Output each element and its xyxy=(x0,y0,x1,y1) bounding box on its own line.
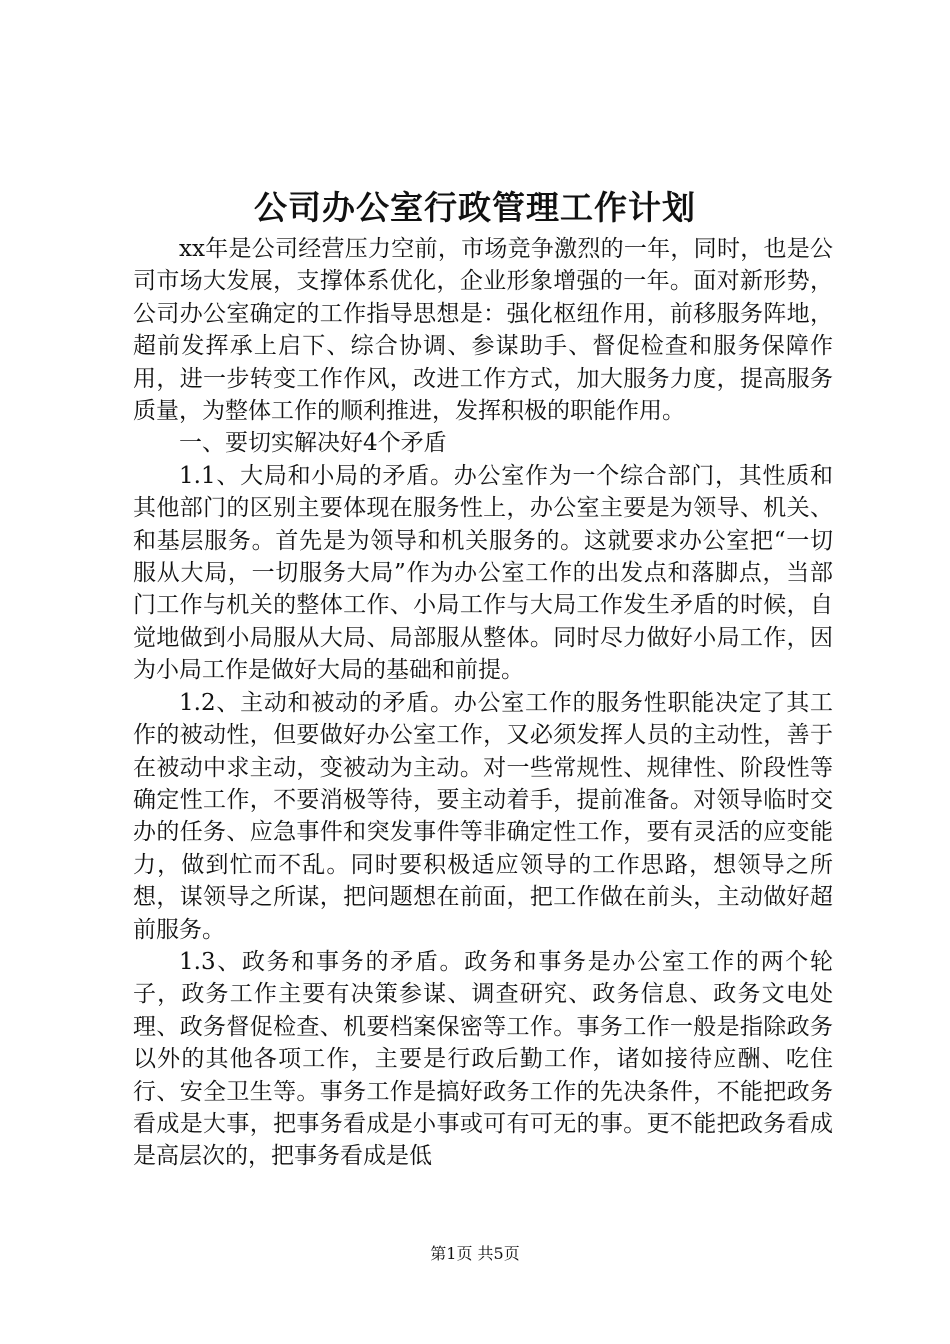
paragraph-intro: xx年是公司经营压力空前，市场竞争激烈的一年，同时，也是公司市场大发展，支撑体系优化，企业形象增强的一年。面对新形势，公司办公室确定的工作指导思想是：强化枢纽作用，前移服务阵地，超前发挥承上启下、综合协调、参谋助手、督促检查和服务保障作用，进一步转变工作作风，改进工作方式，加大服务力度，提高服务质量，为整体工作的顺利推进，发挥积极的职能作用。 xyxy=(133,236,833,425)
document-title: 公司办公室行政管理工作计划 xyxy=(254,188,696,227)
paragraph-1-1: 1.1、大局和小局的矛盾。办公室作为一个综合部门，其性质和其他部门的区别主要体现在服务性上，办公室主要是为领导、机关、和基层服务。首先是为领导和机关服务的。这就要求办公室把“一切服从大局，一切服务大局”作为办公室工作的出发点和落脚点，当部门工作与机关的整体工作、小局工作与大局工作发生矛盾的时候，自觉地做到小局服从大局、局部服从整体。同时尽力做好小局工作，因为小局工作是做好大局的基础和前提。 xyxy=(133,462,833,684)
paragraph-1-3: 1.3、政务和事务的矛盾。政务和事务是办公室工作的两个轮子，政务工作主要有决策参谋、调查研究、政务信息、政务文电处理、政务督促检查、机要档案保密等工作。事务工作一般是指除政务以外的其他各项工作，主要是行政后勤工作，诸如接待应酬、吃住行、安全卫生等。事务工作是搞好政务工作的先决条件，不能把政务看成是大事，把事务看成是小事或可有可无的事。更不能把政务看成是高层次的，把事务看成是低 xyxy=(133,948,833,1170)
document-body xyxy=(133,233,833,1173)
section-heading-1: 一、要切实解决好4个矛盾 xyxy=(179,430,447,457)
page-indicator: 第1页 共5页 xyxy=(430,1244,520,1263)
paragraph-1-2: 1.2、主动和被动的矛盾。办公室工作的服务性职能决定了其工作的被动性，但要做好办公室工作，又必须发挥人员的主动性，善于在被动中求主动，变被动为主动。对一些常规性、规律性、阶段性等确定性工作，不要消极等待，要主动着手，提前准备。对领导临时交办的任务、应急事件和突发事件等非确定性工作，要有灵活的应变能力，做到忙而不乱。同时要积极适应领导的工作思路，想领导之所想，谋领导之所谋，把问题想在前面，把工作做在前头，主动做好超前服务。 xyxy=(133,689,833,943)
